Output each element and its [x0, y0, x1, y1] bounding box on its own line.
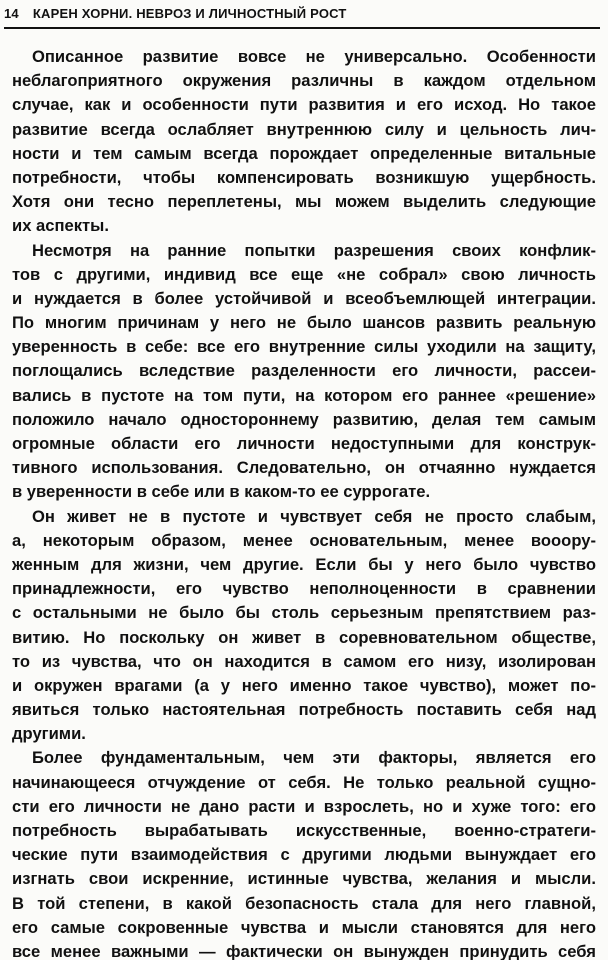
text-line: с остальными не было бы столь серьезным препятствием раз-	[12, 603, 596, 623]
text-line: то из чувства, что он находится в самом его низу, изолирован	[12, 651, 596, 671]
paragraph	[12, 45, 596, 239]
text-line: тов с другими, индивид все еще «не собрал» свою личность	[12, 264, 596, 284]
text-line: потребности, чтобы компенсировать возникшую ущербность.	[12, 167, 596, 187]
running-head-title: КАРЕН ХОРНИ. НЕВРОЗ И ЛИЧНОСТНЫЙ РОСТ	[32, 6, 347, 21]
text-line: его самые сокровенные чувства и мысли становятся для него	[12, 917, 596, 937]
text-line: тивного использования. Следовательно, он отчаянно нуждается	[12, 458, 596, 478]
text-line: а, некоторым образом, менее основательным, менее вооору-	[12, 530, 596, 550]
paragraph	[12, 746, 596, 960]
text-line: огромные области его личности недоступными для конструк-	[12, 434, 596, 453]
text-line: Несмотря на ранние попытки разрешения своих конфлик-	[32, 240, 596, 260]
text-line: Описанное развитие вовсе не универсально. Особенности	[32, 47, 596, 66]
text-line: и окружен врагами (а у него именно такое чувство), может по-	[12, 675, 596, 695]
text-line: Более фундаментальным, чем эти факторы, является его	[32, 748, 596, 768]
text-line: Хотя они тесно переплетены, мы можем выделить следующие	[12, 192, 596, 212]
text-line: вались в пустоте на том пути, на котором его раннее «решение»	[12, 385, 596, 405]
text-line: поглощались вследствие разделенности его личности, рассеи-	[12, 361, 596, 381]
text-line: случае, как и особенности пути развития и его исход. Но такое	[12, 95, 596, 115]
paragraph	[12, 239, 596, 505]
text-line: уверенность в себе: все его внутренние силы уходили на защиту,	[12, 337, 596, 357]
text-line: начинающееся отчуждение от себя. Не только реальной сущно-	[12, 772, 596, 792]
page-number: 14	[4, 6, 19, 21]
text-line: витию. Но поскольку он живет в соревновательном обществе,	[12, 627, 596, 647]
text-line: положило начало одностороннему развитию, делая тем самым	[12, 409, 596, 429]
text-line: В той степени, в какой безопасность стала для него главной,	[12, 893, 596, 913]
text-line: изгнать свои искренние, истинные чувства, желания и мысли.	[12, 869, 596, 889]
text-line: Он живет не в пустоте и чувствует себя не просто слабым,	[32, 506, 596, 526]
text-line: ческие пути взаимодействия с другими людьми вынуждает его	[12, 845, 596, 865]
text-line: их аспекты.	[12, 216, 109, 236]
text-line: потребность вырабатывать искусственные, военно-стратеги-	[12, 821, 596, 840]
text-line: ности и тем самым всегда порождает определенные витальные	[12, 143, 596, 163]
text-line: развитие всегда ослабляет внутреннюю силу и цельность лич-	[12, 119, 596, 139]
text-line: По многим причинам у него не было шансов развить реальную	[12, 313, 596, 333]
header-rule	[4, 27, 600, 29]
text-line: принадлежности, его чувство неполноценности в сравнении	[12, 579, 596, 599]
body-text	[12, 45, 596, 960]
text-line: в уверенности в себе или в каком-то ее суррогате.	[12, 482, 431, 502]
text-line: неблагоприятного окружения различны в каждом отдельном	[12, 71, 596, 91]
text-line: другими.	[12, 724, 86, 744]
paragraph	[12, 505, 596, 747]
text-line: сти его личности не дано расти и взрослеть, но и хуже того: его	[12, 796, 596, 816]
text-line: женным для жизни, чем другие. Если бы у него было чувство	[12, 554, 596, 574]
text-line: и нуждается в более устойчивой и всеобъемлющей интеграции.	[12, 288, 596, 308]
text-line: все менее важными — фактически он вынужден принудить себя	[12, 941, 596, 960]
text-line: явиться только настоятельная потребность поставить себя над	[12, 700, 596, 720]
running-head	[4, 6, 600, 24]
